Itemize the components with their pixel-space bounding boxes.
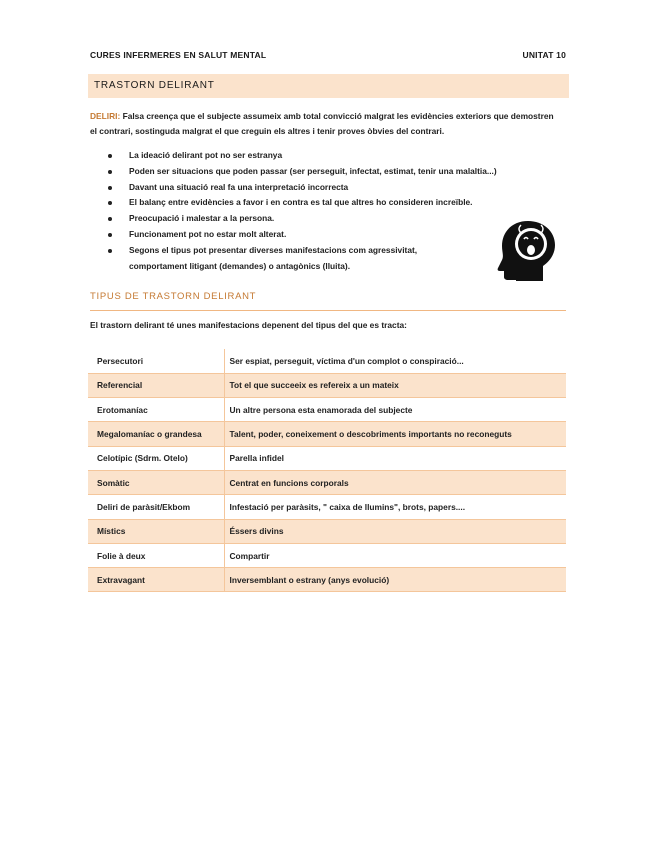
- type-name: Extravagant: [88, 568, 224, 592]
- table-row: [88, 349, 566, 373]
- table-row: [88, 398, 566, 422]
- bullet-icon: [108, 170, 112, 174]
- type-name: Persecutori: [88, 349, 224, 373]
- type-description: Éssers divins: [229, 526, 284, 537]
- header-course-title: CURES INFERMERES EN SALUT MENTAL: [90, 50, 267, 60]
- type-name: Celotípic (Sdrm. Otelo): [88, 446, 224, 470]
- table-row: [88, 495, 566, 519]
- delusion-types-table: [88, 349, 566, 592]
- type-description: Talent, poder, coneixement o descobriments importants no reconeguts: [229, 429, 512, 440]
- list-item: Poden ser situacions que poden passar (ser perseguit, infectat, estimat, tenir una malaltia...): [102, 164, 532, 180]
- bullet-icon: [108, 186, 112, 190]
- type-name: Místics: [88, 519, 224, 543]
- type-name: Referencial: [88, 373, 224, 397]
- table-row: [88, 519, 566, 543]
- bullet-icon: [108, 154, 112, 158]
- table-row: [88, 373, 566, 397]
- list-item: Segons el tipus pot presentar diverses manifestacions com agressivitat, comportament litigant (demandes) o antagònics (lluita).: [102, 243, 459, 275]
- type-description: Inversemblant o estrany (anys evolució): [229, 574, 390, 585]
- bullet-icon: [108, 201, 112, 205]
- type-description: Compartir: [229, 550, 270, 561]
- type-name: Somàtic: [88, 470, 224, 494]
- head-mental-illness-icon: [497, 219, 557, 281]
- bullet-icon: [108, 249, 112, 253]
- characteristics-list: [102, 148, 532, 274]
- type-name: Megalomaníac o grandesa: [88, 422, 224, 446]
- subsection-intro: El trastorn delirant té unes manifestacions depenent del tipus del que es tracta:: [90, 320, 407, 330]
- type-description: Centrat en funcions corporals: [229, 477, 349, 488]
- list-item: Preocupació i malestar a la persona.: [102, 211, 532, 227]
- list-item: El balanç entre evidències a favor i en contra es tal que altres ho consideren increïble.: [102, 195, 532, 211]
- type-description: Infestació per paràsits, " caixa de llumins", brots, papers....: [229, 501, 466, 512]
- table-row: [88, 543, 566, 567]
- type-name: Deliri de paràsit/Ekbom: [88, 495, 224, 519]
- type-name: Folie à deux: [88, 543, 224, 567]
- type-description: Un altre persona esta enamorada del subjecte: [229, 404, 413, 415]
- section-title: TRASTORN DELIRANT: [88, 74, 569, 98]
- type-description: Parella infidel: [229, 453, 284, 464]
- table-row: [88, 470, 566, 494]
- table-row: [88, 446, 566, 470]
- list-item: Davant una situació real fa una interpretació incorrecta: [102, 180, 532, 196]
- type-name: Erotomaníac: [88, 398, 224, 422]
- definition-term: DELIRI:: [90, 111, 121, 121]
- table-row: [88, 422, 566, 446]
- table-row: [88, 568, 566, 592]
- bullet-icon: [108, 233, 112, 237]
- subsection-title: TIPUS DE TRASTORN DELIRANT: [90, 291, 566, 311]
- list-item: Funcionament pot no estar molt alterat.: [102, 227, 532, 243]
- definition-paragraph: [90, 109, 560, 139]
- definition-text: Falsa creença que el subjecte assumeix amb total convicció malgrat les evidències exteriors que demostren el contrari, sostinguda malgrat el que creguin els altres i tenir proves òbvies del contrari.: [90, 111, 554, 136]
- header-unit: UNITAT 10: [522, 50, 566, 60]
- type-description: Ser espiat, perseguit, víctima d'un complot o conspiració...: [229, 355, 464, 366]
- type-description: Tot el que succeeix es refereix a un mateix: [229, 380, 399, 391]
- bullet-icon: [108, 217, 112, 221]
- list-item: La ideació delirant pot no ser estranya: [102, 148, 532, 164]
